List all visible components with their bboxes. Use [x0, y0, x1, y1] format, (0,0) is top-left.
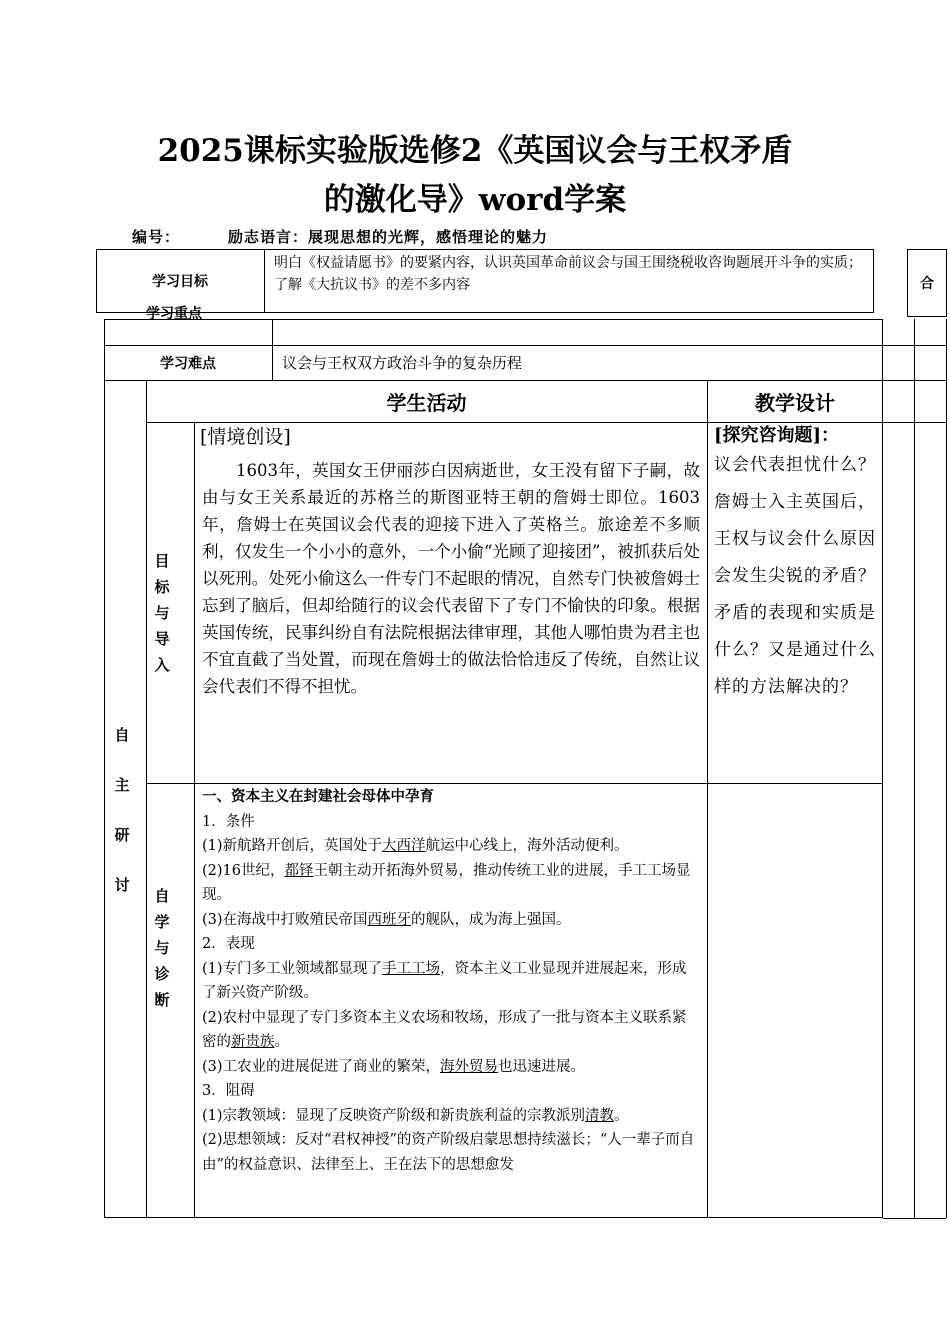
- section-label: 自 主 研 讨: [114, 726, 130, 894]
- list-item: (1)新航路开创后，英国处于大西洋航运中心线上，海外活动便利。: [202, 838, 629, 854]
- intro-heading: [情境创设]: [200, 426, 291, 448]
- focus-label-partial: 学习重点: [146, 306, 202, 322]
- difficulty-label: 学习难点: [160, 355, 216, 372]
- list-item: (1)宗教领域：显现了反映资产阶级和新贵族利益的宗教派别清教。: [202, 1107, 629, 1124]
- study-sub-conditions: 1．条件: [202, 813, 255, 830]
- design-heading: [探究咨询题]：: [714, 425, 840, 446]
- subtitle-line: [132, 226, 548, 247]
- number-label: 编号：: [132, 228, 181, 246]
- study-heading: 一、资本主义在封建社会母体中孕育: [202, 788, 434, 805]
- document-title-line1: 2025课标实验版选修2《英国议会与王权矛盾: [157, 133, 793, 169]
- study-sub-manifestations: 2．表现: [202, 936, 255, 952]
- column-header-student: 学生活动: [386, 390, 467, 415]
- list-item: (2)16世纪，都铎王朝主动开拓海外贸易，推动传统工业的进展，手工工场显现。: [202, 862, 691, 903]
- study-sub-obstacles: 3．阻碍: [202, 1083, 255, 1099]
- column-header-design: 教学设计: [755, 390, 835, 415]
- intro-label: 目 标 与 导 入: [154, 552, 170, 674]
- goal-text: 明白《权益请愿书》的要紧内容，认识英国革命前议会与国王围绕税收咨询题展开斗争的实质；了解《大抗议书》的差不多内容: [274, 255, 862, 293]
- study-label: 自 学 与 诊 断: [154, 887, 170, 1009]
- difficulty-text: 议会与王权双方政治斗争的复杂历程: [282, 354, 523, 372]
- motto: 励志语言：展现思想的光辉，感悟理论的魅力: [228, 228, 549, 246]
- study-content: [202, 785, 700, 1217]
- list-item: (2)农村中显现了专门多资本主义农场和牧场，形成了一批与资本主义联系紧密的新贵族。: [202, 1009, 687, 1050]
- list-item: (1)专门多工业领域都显现了手工工场，资本主义工业显现并进展起来，形成了新兴资产阶级。: [202, 960, 687, 1001]
- side-label: 合: [920, 276, 934, 292]
- list-item: (2)思想领域：反对“君权神授”的资产阶级启蒙思想持续滋长；“人一辈子而自由”的权益意识、法律至上、王在法下的思想愈发: [202, 1132, 695, 1173]
- list-item: (3)工农业的进展促进了商业的繁荣，海外贸易也迅速进展。: [202, 1058, 586, 1075]
- intro-text: 1603年，英国女王伊丽莎白因病逝世，女王没有留下子嗣，故由与女王关系最近的苏格兰的斯图亚特王朝的詹姆士即位。1603年，詹姆士在英国议会代表的迎接下进入了英格兰。旅途差不多顺利，仅发生一个小小的意外，一个小偷“光顾了迎接团”，被抓获后处以死刑。处死小偷这么一件专门不起眼的情况，自然专门快被詹姆士忘到了脑后，但却给随行的议会代表留下了专门不愉快的印象。根据英国传统，民事纠纷自有法院根据法律审理，其他人哪怕贵为君主也不宜直截了当处置，而现在詹姆士的做法恰恰违反了传统，自然让议会代表们不得不担忧。: [202, 461, 700, 696]
- document-title-line2: 的激化导》word学案: [323, 182, 627, 218]
- list-item: (3)在海战中打败殖民帝国西班牙的舰队，成为海上强国。: [202, 911, 571, 928]
- goal-label: 学习目标: [152, 274, 208, 290]
- design-text: 议会代表担忧什么？詹姆士入主英国后，王权与议会什么原因会发生尖锐的矛盾？矛盾的表现和实质是什么？又是通过什么样的方法解决的？: [714, 455, 876, 697]
